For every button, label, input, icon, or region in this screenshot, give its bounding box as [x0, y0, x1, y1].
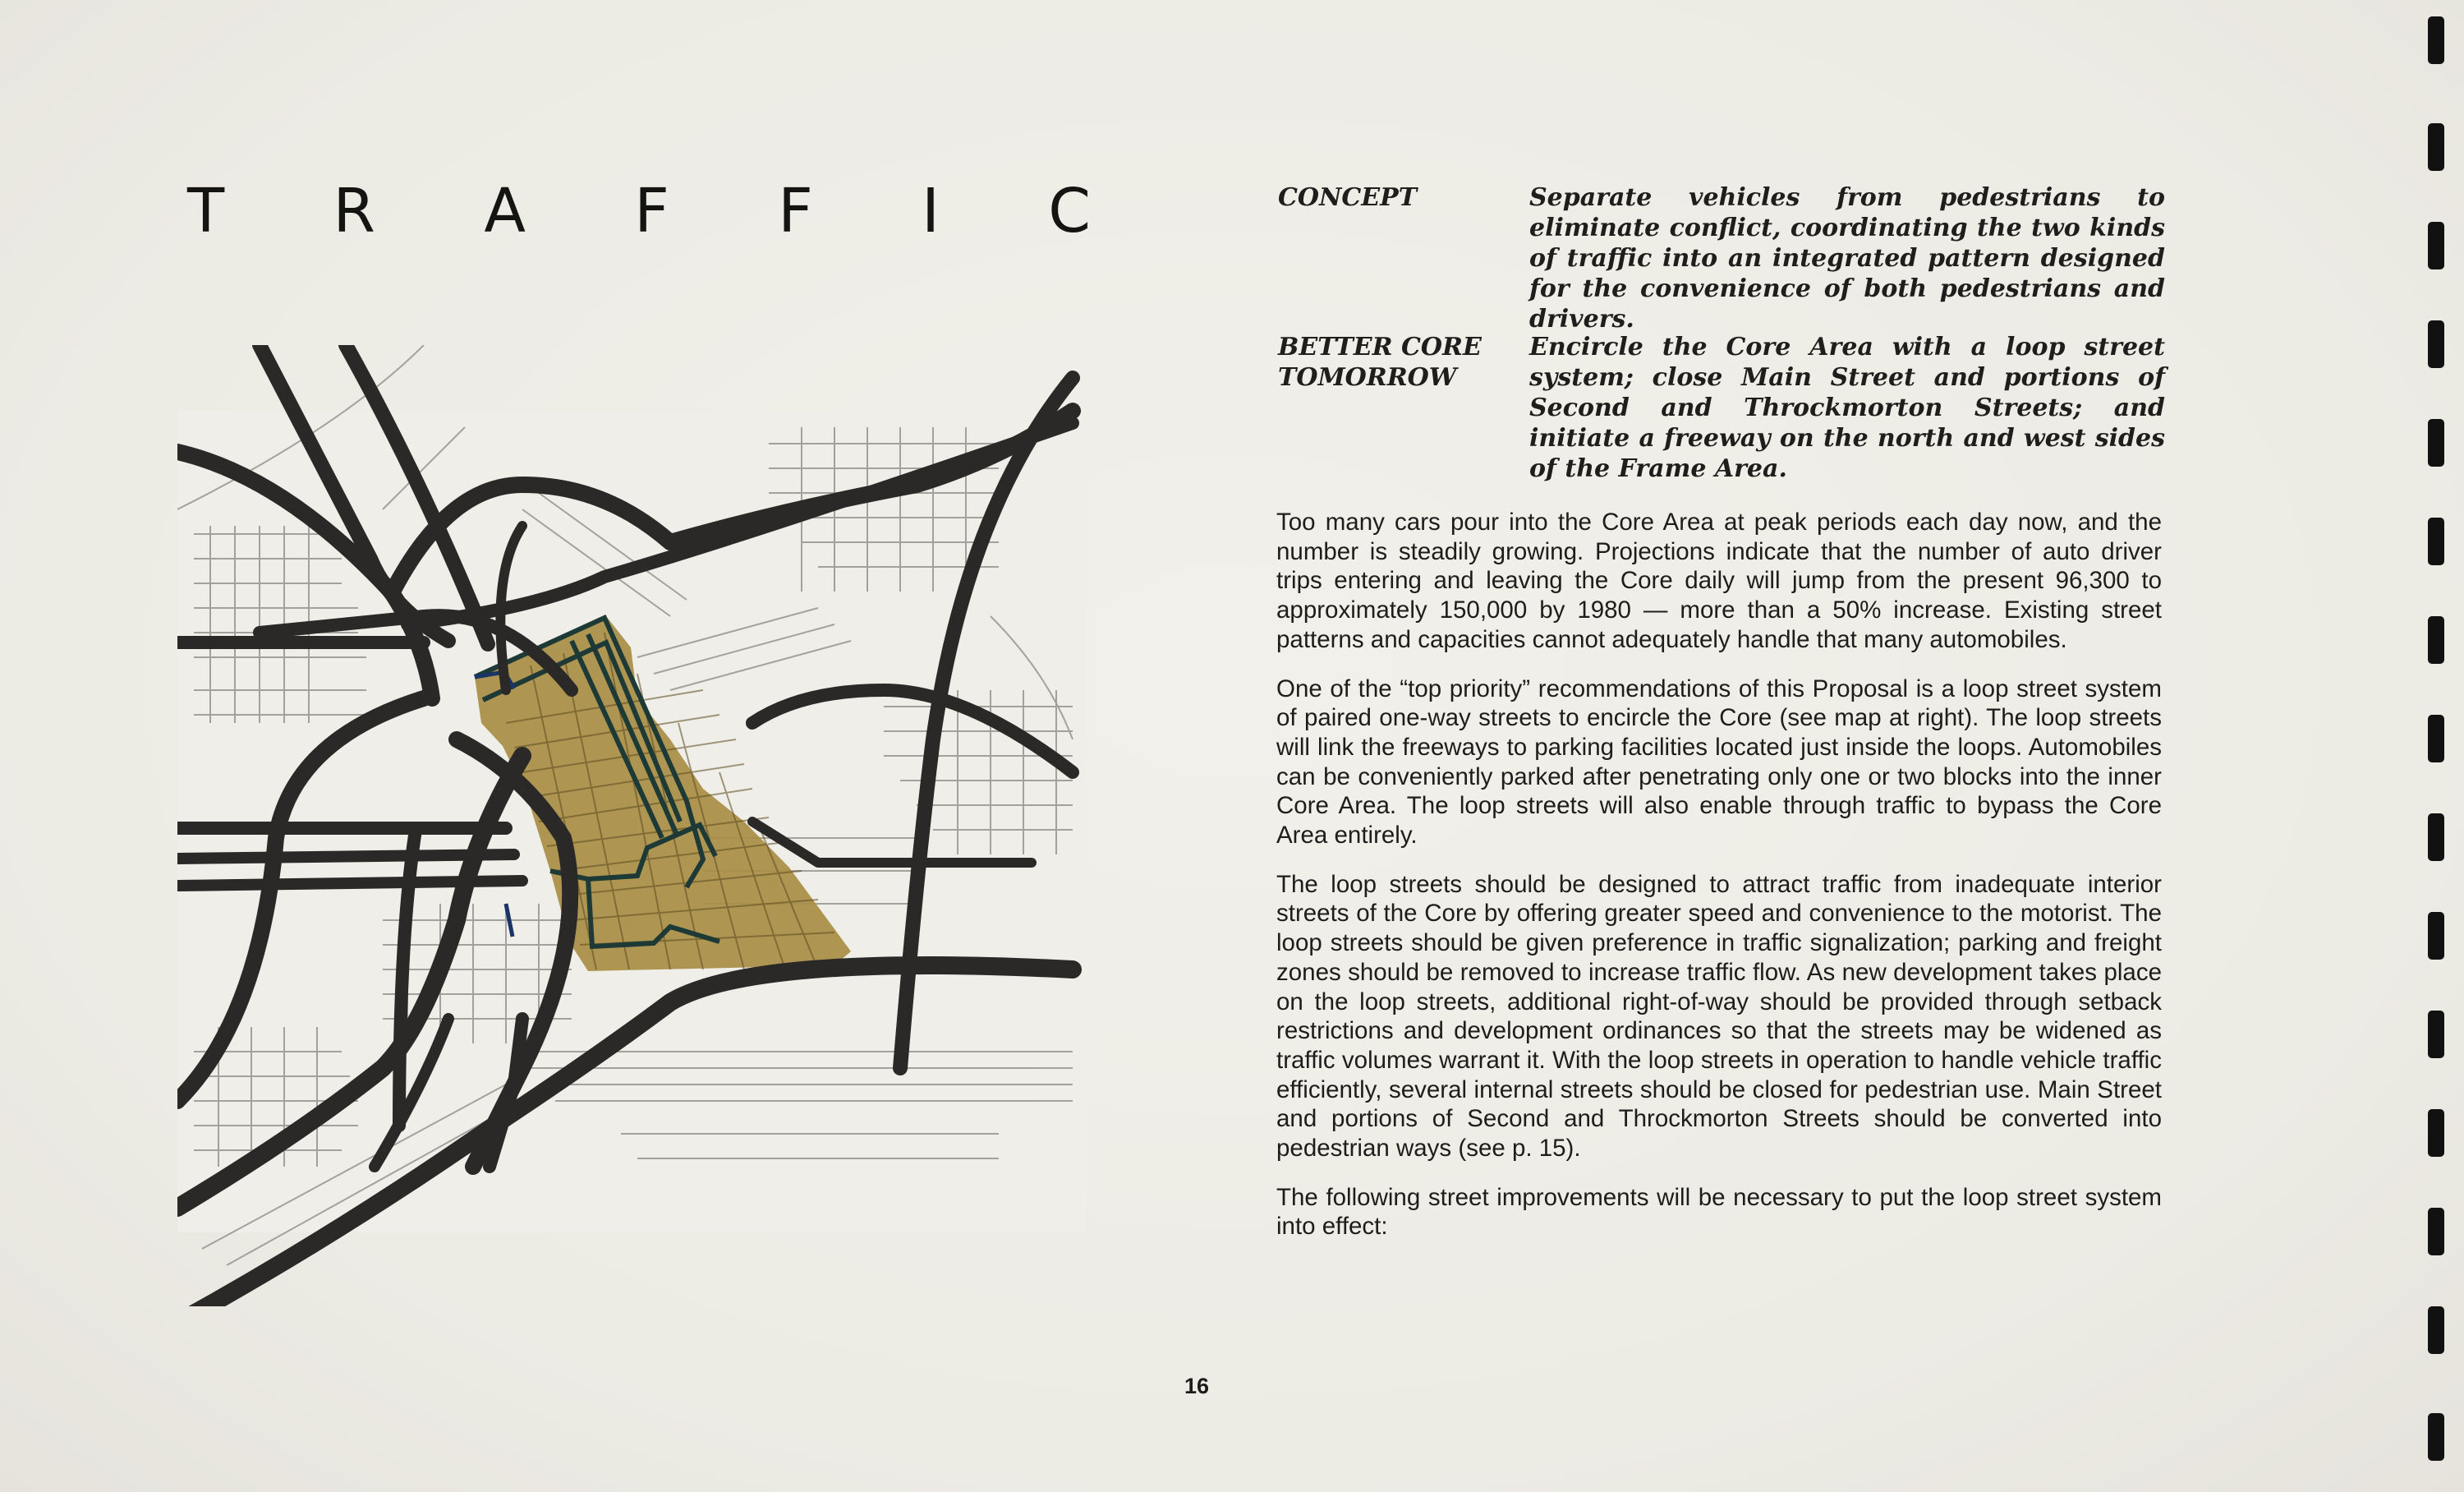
title-letter: F	[634, 176, 669, 246]
spiral-binding	[2415, 0, 2464, 1492]
binding-hole	[2428, 912, 2444, 960]
better-core-term-line1: BETTER CORE	[1278, 333, 1482, 361]
traffic-map-svg	[177, 345, 1086, 1306]
binding-hole	[2428, 123, 2444, 171]
binding-hole	[2428, 715, 2444, 762]
title-letter: R	[333, 176, 375, 246]
binding-hole	[2428, 419, 2444, 467]
title-letter: F	[778, 176, 813, 246]
concept-text: Separate vehicles from pedestrians to eliminate conflict, coordinating the two kinds of traffic into an integrated pattern designed for the convenience of both pedestrians and drivers.	[1529, 183, 2165, 334]
binding-hole	[2428, 16, 2444, 64]
binding-hole	[2428, 1011, 2444, 1058]
title-letter: I	[922, 176, 940, 246]
page-number: 16	[1184, 1374, 1210, 1398]
paragraph: Too many cars pour into the Core Area at peak periods each day now, and the number is steadily growing. Projections indicate that the number of auto driver trips entering and leaving the Core daily will jump from the present 96,300 to approximately 150,000 by 1980 — more than a 50% increase. Existing street patterns and capacities cannot adequately handle that many automobiles.	[1276, 509, 2162, 653]
title-letter: C	[1048, 176, 1091, 246]
better-core-term	[1278, 332, 1508, 393]
binding-hole	[2428, 1208, 2444, 1255]
traffic-map	[177, 345, 1086, 1306]
binding-hole	[2428, 1306, 2444, 1354]
paragraph: The following street improvements will be necessary to put the loop street system into effect:	[1276, 1183, 2162, 1241]
concept-term: CONCEPT	[1278, 183, 1418, 212]
binding-hole	[2428, 616, 2444, 664]
paragraph: One of the “top priority” recommendations of this Proposal is a loop street system of paired one-way streets to encircle the Core (see map at right). The loop streets will link the freeways to parking facilities located just inside the loops. Automobiles can be conveniently parked after penetrating only one or two blocks into the inner Core Area. The loop streets will also enable through traffic to bypass the Core Area entirely.	[1276, 675, 2162, 850]
better-core-text: Encircle the Core Area with a loop street system; close Main Street and portions of Second and Throckmorton Streets; and initiate a freeway on the north and west sides of the Frame Area.	[1529, 333, 2165, 483]
title-letter: T	[187, 176, 225, 246]
binding-hole	[2428, 813, 2444, 861]
body-text	[1276, 508, 2162, 1261]
title-letter: A	[484, 176, 526, 246]
binding-hole	[2428, 1413, 2444, 1461]
better-core-term-line2: TOMORROW	[1278, 363, 1457, 392]
page-title	[187, 176, 1091, 246]
binding-hole	[2428, 320, 2444, 368]
paragraph: The loop streets should be designed to attract traffic from inadequate interior streets of the Core by offering greater speed and convenience to the motorist. The loop streets should be given preference in traffic signalization; parking and freight zones should be removed to increase traffic flow. As new development takes place on the loop streets, additional right-of-way should be provided through setback restrictions and development ordinances so that the streets may be widened as traffic volumes warrant it. With the loop streets in operation to handle vehicle traffic efficiently, several internal streets should be closed for pedestrian use. Main Street and portions of Second and Throckmorton Streets should be converted into pedestrian ways (see p. 15).	[1276, 870, 2162, 1163]
binding-hole	[2428, 222, 2444, 269]
binding-hole	[2428, 518, 2444, 565]
binding-hole	[2428, 1109, 2444, 1157]
